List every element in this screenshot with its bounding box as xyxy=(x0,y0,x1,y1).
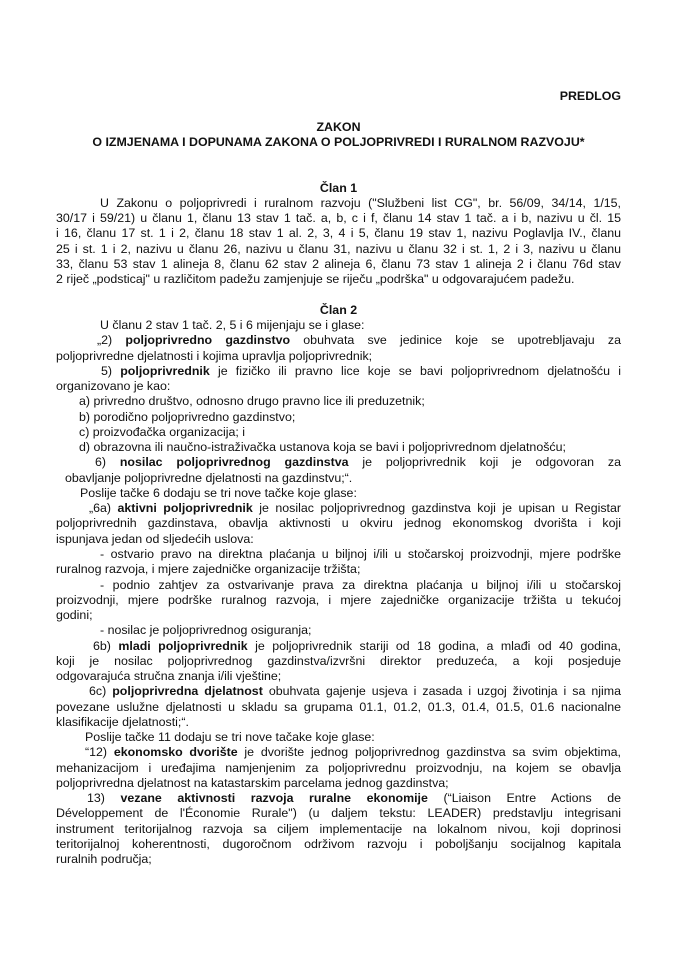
text-line xyxy=(56,455,621,470)
text-line xyxy=(56,852,621,867)
text-segment: je poljoprivrednik koji je odgovoran za xyxy=(348,455,621,470)
defined-term: mladi poljoprivrednik xyxy=(118,638,248,653)
heading-line xyxy=(56,120,621,135)
defined-term: Član 1 xyxy=(319,180,358,195)
text-segment: c) proizvođačka organizacija; i xyxy=(79,424,245,439)
text-segment: “12) xyxy=(85,745,114,760)
text-segment: poljoprivredna djelatnost na katastarskim parcelama jednog gazdinstva; xyxy=(56,775,449,790)
text-segment: organizovano je kao: xyxy=(56,379,171,394)
text-segment: - ostvario pravo na direktna plaćanja u biljnoj i/ili u stočarskoj proizvodnji, mjere podrške xyxy=(100,546,621,561)
defined-term: nosilac poljoprivrednog gazdinstva xyxy=(119,455,349,470)
text-segment: 6) xyxy=(95,455,120,470)
text-line xyxy=(56,486,621,501)
defined-term: poljoprivrednik xyxy=(120,363,210,378)
text-line xyxy=(56,425,621,440)
text-segment: mehanizacijom i uređajima namjenjenim za poljoprivrednu proizvodnju, na kojem se obavlja xyxy=(56,760,621,775)
text-line xyxy=(56,761,621,776)
defined-term: poljoprivredna djelatnost xyxy=(112,684,263,699)
text-segment: U članu 2 stav 1 tač. 2, 5 i 6 mijenjaju se i glase: xyxy=(100,317,365,332)
text-line xyxy=(56,196,621,211)
defined-term: Član 2 xyxy=(319,302,358,317)
defined-term: poljoprivredno gazdinstvo xyxy=(125,333,291,348)
text-segment: „2) xyxy=(97,333,126,348)
text-segment: godini; xyxy=(56,608,93,623)
heading-line xyxy=(56,303,621,318)
text-segment: - podnio zahtjev za ostvarivanje prava za direktna plaćanja u biljnoj i/ili u stočarskoj xyxy=(100,577,621,592)
defined-term: O IZMJENAMA I DOPUNAMA ZAKONA O POLJOPRIVREDI I RURALNOM RAZVOJU* xyxy=(92,134,585,149)
document-page xyxy=(56,89,621,868)
text-segment: 30/17 i 59/21) u članu 1, članu 13 stav 1 tač. a, b, c i f, članu 14 stav 1 tač. a i b, nazivu u čl. 15 xyxy=(56,211,621,226)
text-line xyxy=(56,822,621,837)
text-segment: poljoprivrednih gazdinstava, obavlja aktivnosti u okviru jednog ekonomskog dvorišta i koji xyxy=(56,516,621,531)
text-segment: je poljoprivrednik stariji od 18 godina, a mlađi od 40 godina, xyxy=(247,638,621,653)
text-line xyxy=(56,516,621,531)
text-line xyxy=(56,684,621,699)
text-line xyxy=(56,501,621,516)
heading-line xyxy=(56,181,621,196)
text-line xyxy=(56,776,621,791)
text-segment: instrument teritorijalnog razvoja sa ciljem implementacije na lokalnom nivou, koji doprinosi xyxy=(56,821,621,836)
text-line xyxy=(56,562,621,577)
text-segment: obuhvata gajenje usjeva i zasada i uzgoj životinja i sa njima xyxy=(262,684,621,699)
text-line xyxy=(56,806,621,821)
text-segment: koji je nosilac poljoprivrednog gazdinstva/izvršni direktor preduzeća, a koji posjeduje xyxy=(56,653,621,668)
text-segment: 2 riječ „podsticaj" u različitom padežu zamjenjuje se riječu „podrška" u odgovarajućem padežu. xyxy=(56,272,575,287)
text-segment: 25 i st. 1 i 2, nazivu u članu 26, nazivu u članu 31, nazivu u članu 32 i st. 1, 2 i 3, nazivu u članu xyxy=(56,241,621,256)
text-segment: teritorijalnoj koherentnosti, dugoročnom održivom razvoju i poboljšanju socijalnog kapitala xyxy=(56,837,621,852)
text-segment: 6c) xyxy=(89,684,113,699)
text-line xyxy=(56,730,621,745)
text-segment: klasifikacije djelatnosti;“. xyxy=(56,714,189,729)
text-line xyxy=(56,593,621,608)
text-line xyxy=(56,242,621,257)
defined-term: aktivni poljoprivrednik xyxy=(117,501,253,516)
text-segment: i 16, članu 17 st. 1 i 2, članu 18 stav 1 al. 2, 3, 4 i 5, članu 19 stav 1, nazivu Poglavlja IV., članu xyxy=(56,226,621,241)
text-line xyxy=(56,272,621,287)
text-line xyxy=(56,532,621,547)
defined-term: ekonomsko dvorište xyxy=(113,745,238,760)
text-segment: Poslije tačke 6 dodaju se tri nove tačke koje glase: xyxy=(80,485,357,500)
text-line xyxy=(56,700,621,715)
text-segment: je fizičko ili pravno lice koje se bavi poljoprivrednom djelatnošću i xyxy=(209,363,621,378)
text-line xyxy=(56,608,621,623)
text-line xyxy=(56,623,621,638)
text-line xyxy=(56,791,621,806)
text-line xyxy=(56,669,621,684)
text-segment: obuhvata sve jedinice koje se upotrebljavaju za xyxy=(290,333,622,348)
text-line xyxy=(56,394,621,409)
blank-line xyxy=(56,150,621,165)
text-segment: - nosilac je poljoprivrednog osiguranja; xyxy=(100,623,312,638)
text-line xyxy=(56,639,621,654)
text-line xyxy=(56,745,621,760)
text-segment: ruralnih područja; xyxy=(56,852,152,867)
defined-term: vezane aktivnosti razvoja ruralne ekonomije xyxy=(120,791,428,806)
text-segment: 33, članu 53 stav 1 alineja 8, članu 62 stav 2 alineja 6, članu 73 stav 1 alineja 2 i članu 76d stav xyxy=(56,256,621,271)
text-segment: ispunjava jedan od sljedećih uslova: xyxy=(56,531,254,546)
text-line xyxy=(56,837,621,852)
text-segment: odgovarajuća stručna znanja i/ili vještine; xyxy=(56,669,282,684)
text-segment: „6a) xyxy=(89,501,118,516)
text-segment: U Zakonu o poljoprivredi i ruralnom razvoju ("Službeni list CG", br. 56/09, 34/14, 1/15, xyxy=(100,195,621,210)
text-line xyxy=(56,410,621,425)
text-line xyxy=(56,257,621,272)
text-segment: 6b) xyxy=(93,638,119,653)
text-segment: obavljanje poljoprivredne djelatnosti na gazdinstvu;“. xyxy=(65,470,353,485)
blank-line xyxy=(56,287,621,302)
defined-term: ZAKON xyxy=(316,119,361,134)
text-segment: povezane uslužne djelatnosti u skladu sa grupama 01.1, 01.2, 01.3, 01.4, 01.5, 01.6 nacionalne xyxy=(56,699,621,714)
text-segment: poljoprivredne djelatnosti i kojima upravlja poljoprivrednik; xyxy=(56,348,373,363)
text-line xyxy=(56,654,621,669)
heading-line xyxy=(56,135,621,150)
defined-term: PREDLOG xyxy=(559,89,621,103)
text-line xyxy=(56,715,621,730)
blank-line xyxy=(56,165,621,180)
text-line xyxy=(56,547,621,562)
text-segment: a) privredno društvo, odnosno drugo pravno lice ili preduzetnik; xyxy=(79,394,425,409)
text-segment: 5) xyxy=(101,363,121,378)
text-line xyxy=(56,379,621,394)
text-line xyxy=(56,471,621,486)
text-segment: proizvodnji, mjere podrške ruralnog razvoja, i mjere zajedničke organizacije tržišta u tekućoj xyxy=(56,592,621,607)
text-segment: je dvorište jednog poljoprivrednog gazdinstva sa svim objektima, xyxy=(237,745,621,760)
text-line xyxy=(56,578,621,593)
text-line xyxy=(56,318,621,333)
text-line xyxy=(56,211,621,226)
document-label xyxy=(56,89,621,104)
text-segment: b) porodično poljoprivredno gazdinstvo; xyxy=(79,409,296,424)
text-segment: d) obrazovna ili naučno-istraživačka ustanova koja se bavi i poljoprivrednom djelatnošću; xyxy=(79,440,566,455)
text-segment: Poslije tačke 11 dodaju se tri nove tačake koje glase: xyxy=(85,730,375,745)
text-line xyxy=(56,333,621,348)
text-segment: je nosilac poljoprivrednog gazdinstva koji je upisan u Registar xyxy=(252,501,621,516)
text-line xyxy=(56,440,621,455)
text-segment: 13) xyxy=(87,791,121,806)
text-segment: (“Liaison Entre Actions de xyxy=(427,791,621,806)
blank-line xyxy=(56,104,621,119)
text-segment: ruralnog razvoja, i mjere zajedničke organizacije tržišta; xyxy=(56,562,361,577)
text-line xyxy=(56,226,621,241)
text-segment: Développement de l'Économie Rurale") (u daljem tekstu: LEADER) predstavlju integrisani xyxy=(56,806,621,821)
text-line xyxy=(56,364,621,379)
text-line xyxy=(56,349,621,364)
